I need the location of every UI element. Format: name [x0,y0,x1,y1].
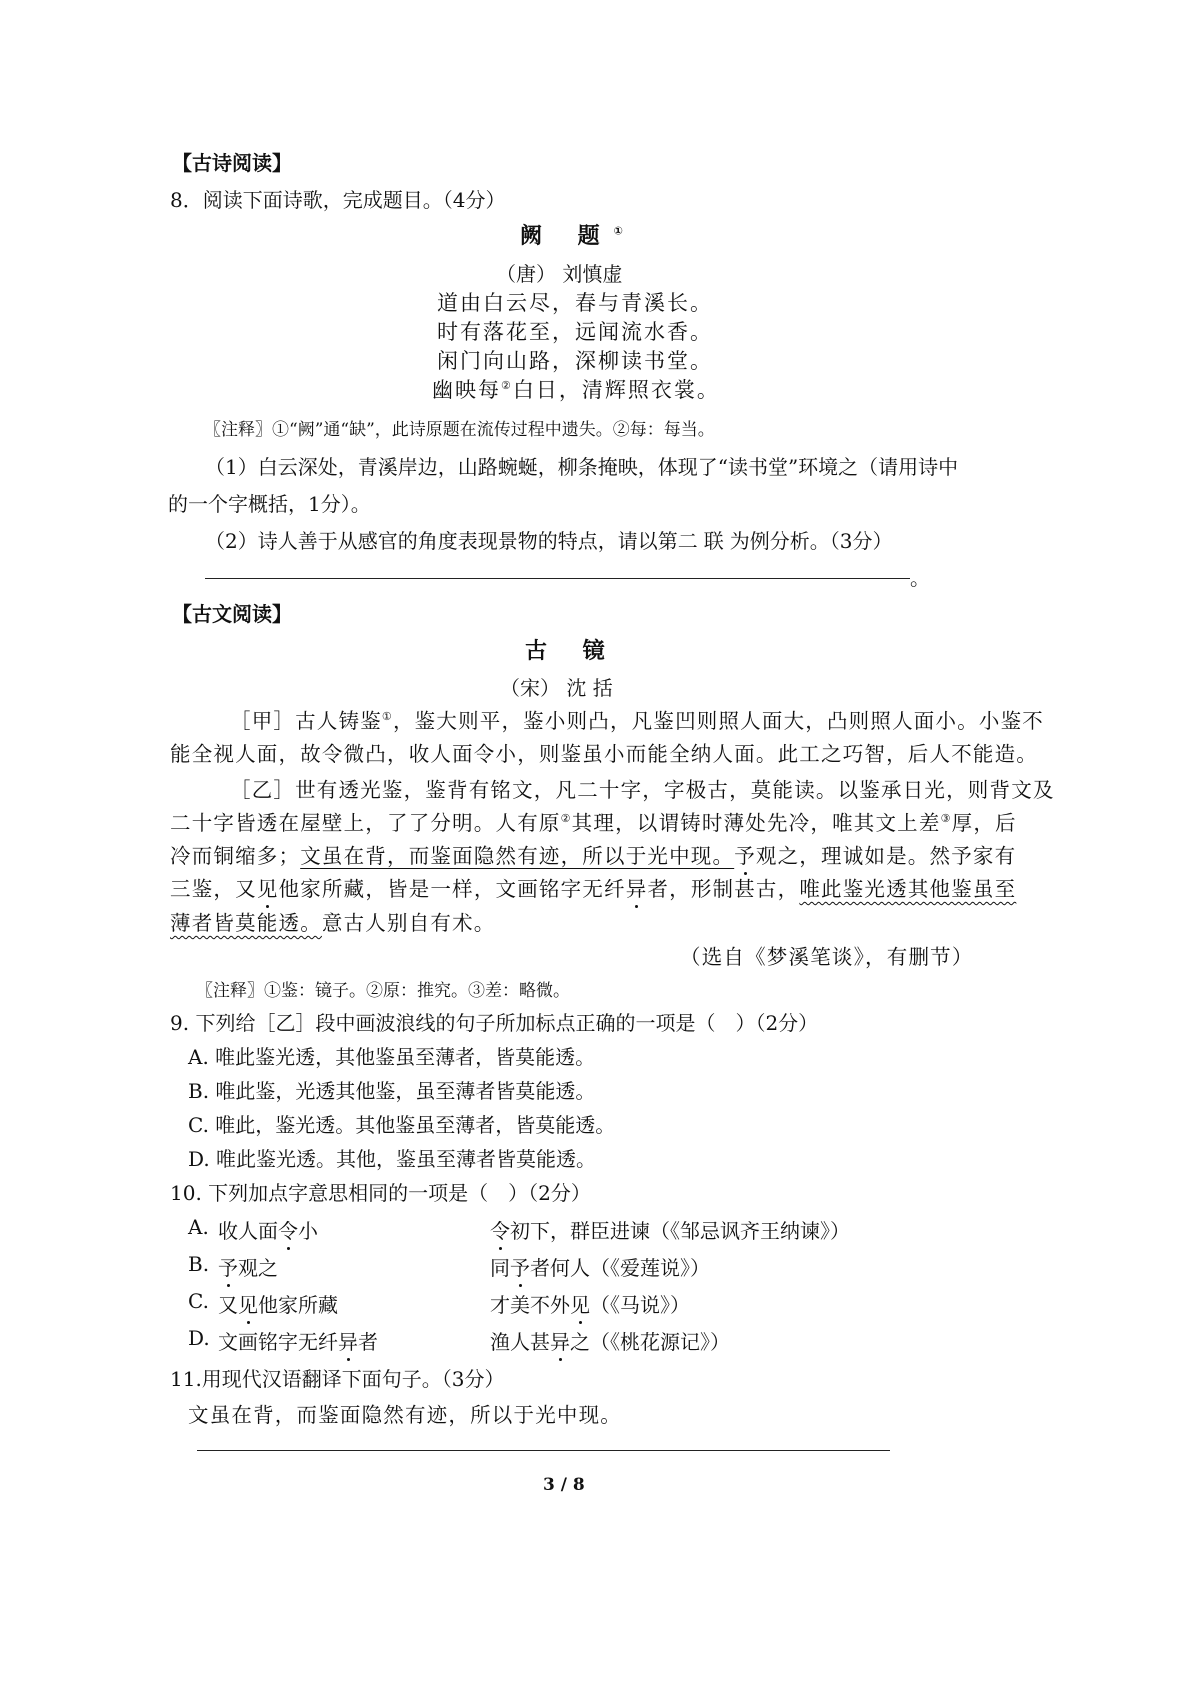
answer-end-mark: 。 [910,566,930,590]
question-10-option-b-letter[interactable]: B. [188,1252,210,1276]
question-9-option-a[interactable]: A. 唯此鉴光透，其他鉴虽至薄者，皆莫能透。 [188,1045,596,1069]
prose-yi-line-5: 薄者皆莫能透。意古人别自有术。 [170,911,496,935]
poem-line-3: 闲门向山路，深柳读书堂。 [437,349,713,373]
dotted-char: 见 [570,1293,590,1317]
question-8-1-line-2: 的一个字概括，1分）。 [168,492,371,516]
dotted-char: 异 [550,1330,570,1354]
question-10-option-b-right: 同予者何人（《爱莲说》） [490,1256,710,1280]
prose-yi-line-2: 二十字皆透在屋壁上，了了分明。人有原②其理，以谓铸时薄处先冷，唯其文上差③厚，后 [170,811,1017,835]
dotted-char: 见 [238,1293,258,1317]
prose-yi-line-4: 三鉴，又见他家所藏，皆是一样，文画铭字无纤异者，形制甚古，唯此鉴光透其他鉴虽至 [170,877,1017,901]
question-8-1-line-1: （1）白云深处，青溪岸边，山路蜿蜒，柳条掩映，体现了“读书堂”环境之（请用诗中 [205,455,959,479]
question-10-option-a-letter[interactable]: A. [188,1215,209,1239]
question-10-stem: 10. 下列加点字意思相同的一项是（ ）（2分） [170,1181,591,1205]
prose-source: （选自《梦溪笔谈》，有删节） [680,945,974,969]
poem-annotation: 〖注释〗①“阙”通“缺”，此诗原题在流传过程中遗失。②每：每当。 [204,420,715,440]
dotted-char: 予 [734,844,756,868]
underlined-sentence: 文虽在背，而鉴面隐然有迹，所以于光中现。 [300,844,735,868]
wavy-sentence: 薄者皆莫能透。 [170,911,322,935]
prose-jia-line-1: ［甲］古人铸鉴①，鉴大则平，鉴小则凸，凡鉴凹则照人面大，凸则照人面小。小鉴不 [230,709,1044,733]
question-10-option-c-right: 才美不外见（《马说》） [490,1293,690,1317]
prose-author: （宋） 沈 括 [500,676,613,700]
question-9-option-d[interactable]: D. 唯此鉴光透。其他，鉴虽至薄者皆莫能透。 [188,1147,597,1171]
question-9-option-c[interactable]: C. 唯此，鉴光透。其他鉴虽至薄者，皆莫能透。 [188,1113,616,1137]
dotted-char: 异 [338,1330,358,1354]
question-10-option-d-left: 文画铭字无纤异者 [218,1330,378,1354]
question-10-option-d-right: 渔人甚异之（《桃花源记》） [490,1330,730,1354]
question-10-option-c-left: 又见他家所藏 [218,1293,338,1317]
dotted-char: 见 [256,877,279,901]
dotted-char: 异 [625,877,648,901]
question-10-option-d-letter[interactable]: D. [188,1326,210,1350]
dotted-char: 令 [490,1219,510,1243]
question-10-option-a-left: 收人面令小 [218,1219,318,1243]
poem-line-2: 时有落花至，远闻流水香。 [437,320,713,344]
question-8-stem: 8．阅读下面诗歌，完成题目。（4分） [170,188,506,212]
question-10-option-c-letter[interactable]: C. [188,1289,209,1313]
page-number: 3 / 8 [543,1475,585,1495]
prose-yi-line-3: 冷而铜缩多；文虽在背，而鉴面隐然有迹，所以于光中现。予观之，理诚如是。然予家有 [170,844,1017,868]
poem-line-1: 道由白云尽，春与青溪长。 [437,291,713,315]
question-11-sentence: 文虽在背，而鉴面隐然有迹，所以于光中现。 [188,1403,622,1427]
question-11-stem: 11.用现代汉语翻译下面句子。（3分） [170,1367,505,1391]
dotted-char: 予 [510,1256,530,1280]
question-9-option-b[interactable]: B. 唯此鉴，光透其他鉴，虽至薄者皆莫能透。 [188,1079,596,1103]
dotted-emphasis: 二联 [677,529,730,553]
dotted-char: 予 [218,1256,238,1280]
poem-author: （唐） 刘慎虚 [496,262,623,286]
prose-jia-line-2: 能全视人面，故令微凸，收人面令小，则鉴虽小而能全纳人面。此工之巧智，后人不能造。 [170,742,1038,766]
prose-annotation: 〖注释〗①鉴：镜子。②原：推究。③差：略微。 [196,981,570,1001]
answer-line-8[interactable] [205,578,910,579]
question-8-2: （2）诗人善于从感官的角度表现景物的特点，请以第二联为例分析。（3分） [205,529,893,553]
dotted-char: 令 [278,1219,298,1243]
question-10-option-a-right: 令初下，群臣进谏（《邹忌讽齐王纳谏》） [490,1219,850,1243]
answer-line-11[interactable] [197,1450,890,1451]
section-heading-poetry: 【古诗阅读】 [172,151,292,175]
prose-title: 古 镜 [525,639,619,664]
wavy-sentence: 唯此鉴光透其他鉴虽至 [799,877,1017,901]
question-10-option-b-left: 予观之 [218,1256,278,1280]
poem-title: 阙 题① [520,224,637,249]
poem-line-4: 幽映每②白日，清辉照衣裳。 [432,378,720,402]
section-heading-prose: 【古文阅读】 [172,602,292,626]
prose-yi-line-1: ［乙］世有透光鉴，鉴背有铭文，凡二十字，字极古，莫能读。以鉴承日光，则背文及 [230,778,1055,802]
question-9-stem: 9. 下列给［乙］段中画波浪线的句子所加标点正确的一项是（ ）（2分） [170,1011,819,1035]
